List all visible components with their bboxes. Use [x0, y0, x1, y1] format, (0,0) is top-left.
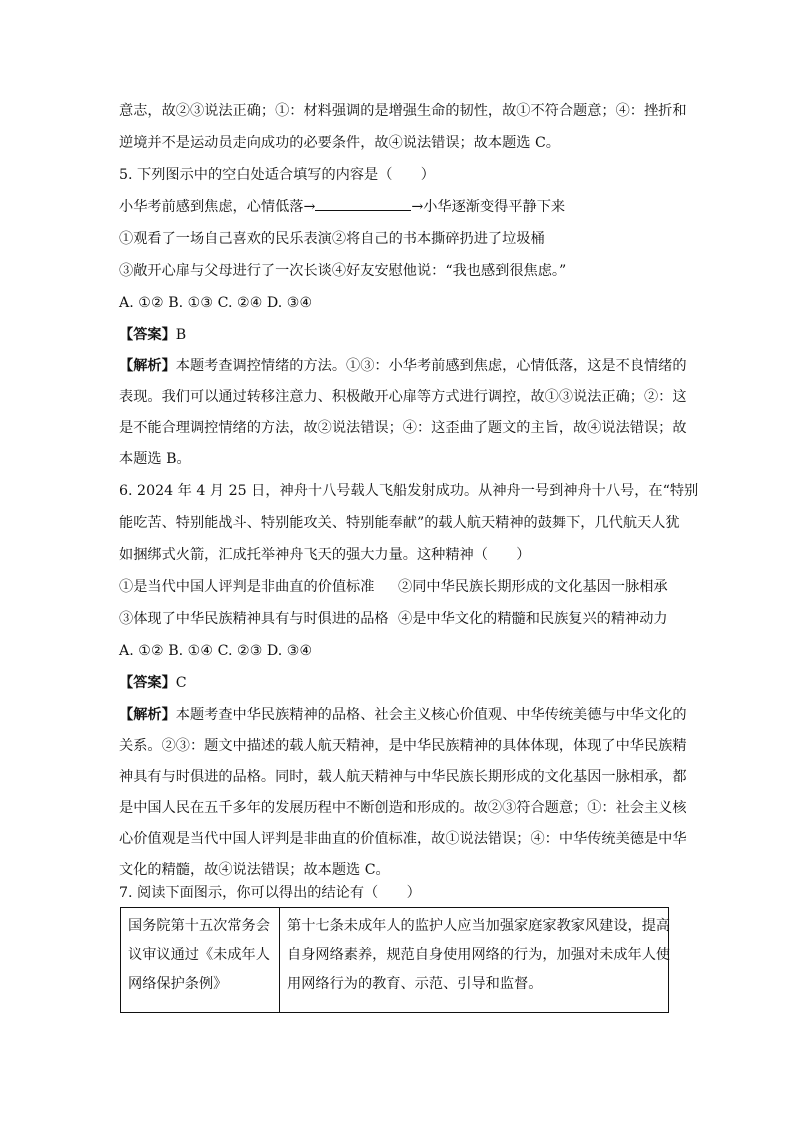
question-6-stem-3: 如捆绑式火箭，汇成托举神舟飞天的强大力量。这种精神（ ）: [119, 547, 531, 563]
answer-value: C: [175, 675, 187, 691]
question-6-stem-2: 能吃苦、特别能战斗、特别能攻关、特别能奉献”的载人航天精神的鼓舞下，几代航天人犹: [119, 515, 680, 531]
question-6-analysis-3: 神具有与时俱进的品格。同时，载人航天精神与中华民族长期形成的文化基因一脉相承，都: [119, 769, 687, 785]
table-cell-source: [121, 908, 280, 1013]
question-6-analysis-6: 文化的精髓，故④说法错误；故本题选 C。: [119, 862, 390, 878]
cell-line: 自身网络素养，规范自身使用网络的行为，加强对未成年人使: [287, 947, 671, 963]
question-5-analysis-3: 是不能合理调控情绪的方法，故②说法错误；④：这歪曲了题文的主旨，故④说法错误；故: [119, 420, 687, 436]
option-1: ①是当代中国人评判是非曲直的价值标准: [119, 579, 375, 595]
question-5-analysis-4: 本题选 B。: [119, 451, 191, 467]
question-5-options-1-2: ①观看了一场自己喜欢的民乐表演②将自己的书本撕碎扔进了垃圾桶: [119, 231, 545, 247]
question-5-options-3-4: ③敞开心扉与父母进行了一次长谈④好友安慰他说：“我也感到很焦虑。”: [119, 263, 567, 279]
question-6-analysis-2: 关系。②③：题文中描述的载人航天精神，是中华民族精神的具体体现，体现了中华民族精: [119, 738, 687, 754]
cell-line: 网络保护条例》: [128, 976, 228, 992]
question-5-analysis-2: 表现。我们可以通过转移注意力、积极敞开心扉等方式进行调控，故①③说法正确；②：这: [119, 389, 687, 405]
answer-value: B: [175, 327, 187, 343]
flow-end: →小华逐渐变得平静下来: [411, 199, 566, 215]
question-6-stem-1: 6. 2024 年 4 月 25 日，神舟十八号载人飞船发射成功。从神舟一号到神舟十八号，在“特别: [119, 483, 699, 499]
analysis-text: 本题考查调控情绪的方法。①③：小华考前感到焦虑，心情低落，这是不良情绪的: [175, 358, 687, 374]
question-5-analysis-1: [119, 356, 687, 376]
question-6-choices: A. ①② B. ①④ C. ②③ D. ③④: [119, 643, 313, 659]
option-4: ④是中华文化的精髓和民族复兴的精神动力: [398, 611, 668, 627]
paragraph-line: 意志，故②③说法正确；①：材料强调的是增强生命的韧性，故①不符合题意；④：挫折和: [119, 103, 687, 119]
question-6-analysis-5: 心价值观是当代中国人评判是非曲直的价值标准，故①说法错误；④：中华传统美德是中华: [119, 831, 687, 847]
question-6-options-row-2: [119, 609, 674, 629]
question-6-analysis-1: [119, 705, 687, 725]
option-2: ②同中华民族长期形成的文化基因一脉相承: [398, 579, 668, 595]
analysis-text: 本题考查中华民族精神的品格、社会主义核心价值观、中华传统美德与中华文化的: [175, 707, 687, 723]
cell-line: 国务院第十五次常务会: [128, 918, 270, 934]
analysis-label: 【解析】: [119, 707, 176, 723]
option-3: ③体现了中华民族精神具有与时俱进的品格: [119, 611, 389, 627]
cell-line: 第十七条未成年人的监护人应当加强家庭家教家风建设，提高: [287, 918, 671, 934]
question-7-stem: 7. 阅读下面图示，你可以得出的结论有（ ）: [119, 885, 421, 901]
flow-blank: [315, 198, 411, 211]
question-6-options-row-1: [119, 577, 674, 597]
question-5-answer: [119, 325, 674, 345]
question-5-flow: [119, 197, 674, 217]
answer-label: 【答案】: [119, 327, 176, 343]
analysis-label: 【解析】: [119, 358, 176, 374]
regulation-table: [120, 907, 669, 1013]
table-row: [121, 908, 669, 1013]
question-5-stem: 5. 下列图示中的空白处适合填写的内容是（ ）: [119, 167, 435, 183]
question-5-choices: A. ①② B. ①③ C. ②④ D. ③④: [119, 295, 313, 311]
question-6-answer: [119, 673, 674, 693]
cell-line: 议审议通过《未成年人: [128, 947, 270, 963]
cell-line: 用网络行为的教育、示范、引导和监督。: [287, 976, 543, 992]
answer-label: 【答案】: [119, 675, 176, 691]
paragraph-line: 逆境并不是运动员走向成功的必要条件，故④说法错误；故本题选 C。: [119, 135, 560, 151]
question-6-analysis-4: 是中国人民在五千多年的发展历程中不断创造和形成的。故②③符合题意；①：社会主义核: [119, 800, 687, 816]
table-cell-article: [280, 908, 669, 1013]
flow-start: 小华考前感到焦虑，心情低落→: [119, 199, 316, 215]
